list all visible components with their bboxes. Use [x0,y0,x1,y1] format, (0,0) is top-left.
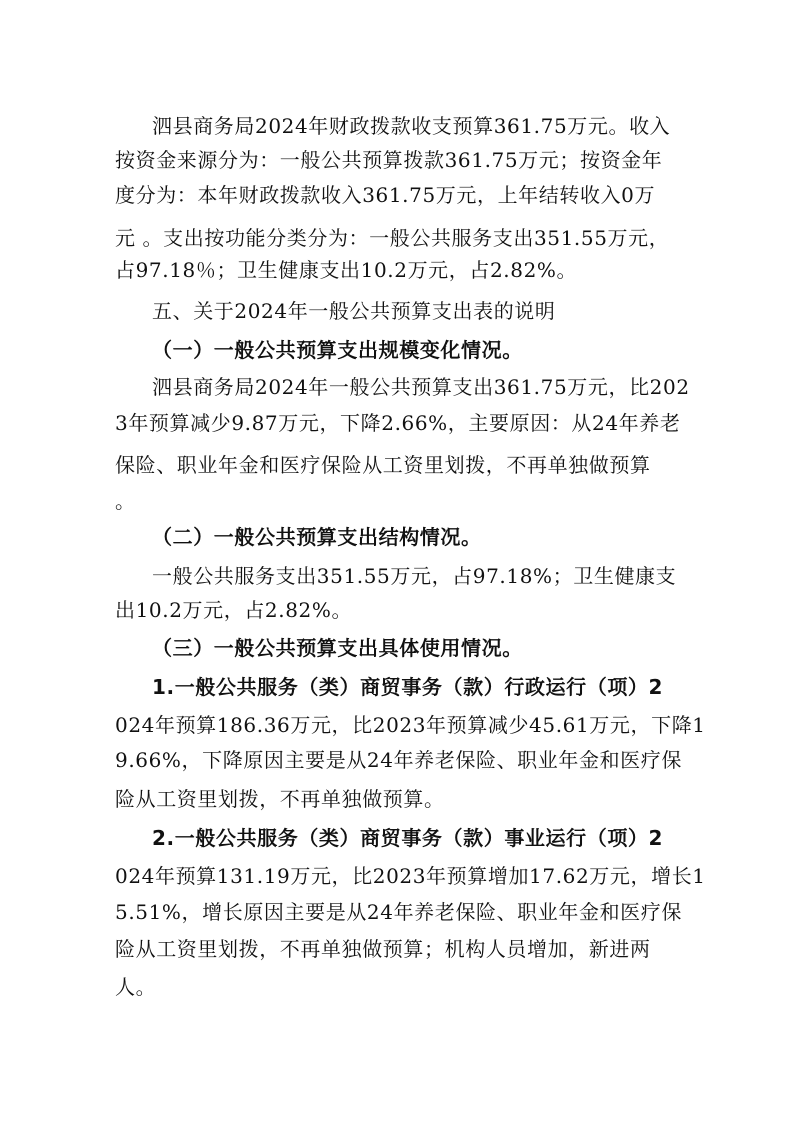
paragraph-2-line-2: 3年预算减少9.87万元，下降2.66%，主要原因：从24年养老 [115,411,681,435]
paragraph-2-line-3: 保险、职业年金和医疗保险从工资里划拨，不再单独做预算 [115,453,651,477]
paragraph-2-line-4: 。 [115,489,136,513]
paragraph-1-line-5: 占97.18％；卫生健康支出10.2万元，占2.82%。 [115,258,578,282]
item-2-line-2: 024年预算131.19万元，比2023年预算增加17.62万元，增长1 [115,864,706,888]
paragraph-1-line-2: 按资金来源分为：一般公共预算拨款361.75万元；按资金年 [115,148,663,172]
paragraph-1-line-3: 度分为：本年财政拨款收入361.75万元，上年结转收入0万 [115,183,656,207]
paragraph-3-line-2: 出10.2万元，占2.82%。 [115,598,353,622]
item-2-line-5: 人。 [115,975,157,999]
subheading-1: （一）一般公共预算支出规模变化情况。 [152,338,523,362]
subheading-2: （二）一般公共预算支出结构情况。 [152,525,482,549]
paragraph-1-line-4: 元 。支出按功能分类分为：一般公共服务支出351.55万元， [115,226,670,250]
section-heading-5: 五、关于2024年一般公共预算支出表的说明 [152,299,556,323]
subheading-3: （三）一般公共预算支出具体使用情况。 [152,636,523,660]
item-2-line-3: 5.51%，增长原因主要是从24年养老保险、职业年金和医疗保 [115,900,682,924]
paragraph-2-line-1: 泗县商务局2024年一般公共预算支出361.75万元，比202 [152,375,690,399]
item-1-line-2: 024年预算186.36万元，比2023年预算减少45.61万元，下降1 [115,713,706,737]
item-1-line-4: 险从工资里划拨，不再单独做预算。 [115,787,445,811]
item-1-line-3: 9.66%，下降原因主要是从24年养老保险、职业年金和医疗保 [115,748,682,772]
item-2-line-4: 险从工资里划拨，不再单独做预算；机构人员增加，新进两 [115,937,651,961]
item-2-heading: 2.一般公共服务（类）商贸事务（款）事业运行（项）2 [152,826,664,850]
paragraph-3-line-1: 一般公共服务支出351.55万元，占97.18%；卫生健康支 [152,564,677,588]
item-1-heading: 1.一般公共服务（类）商贸事务（款）行政运行（项）2 [152,675,664,699]
paragraph-1-line-1: 泗县商务局2024年财政拨款收支预算361.75万元。收入 [152,114,671,138]
